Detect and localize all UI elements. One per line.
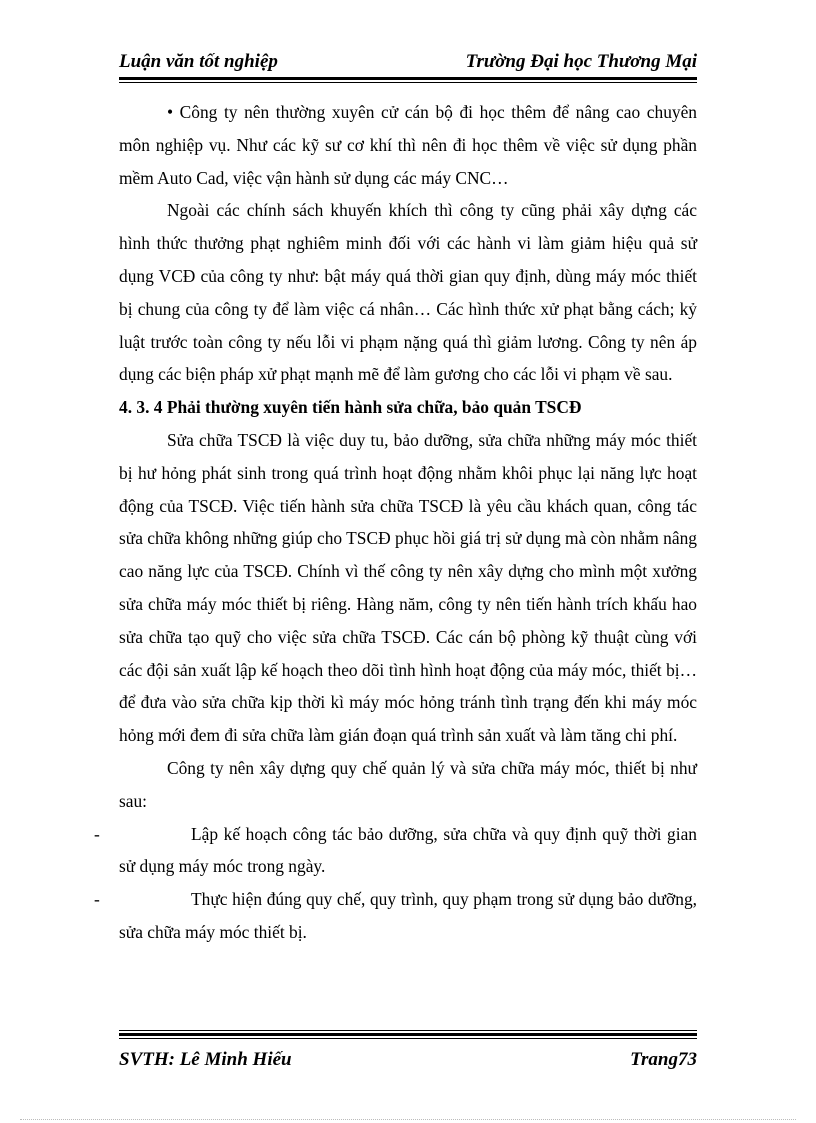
page-bottom-edge: [20, 1119, 796, 1120]
list-item-text: Lập kế hoạch công tác bảo dưỡng, sửa chữa và quy định quỹ thời gian sử dụng máy móc trong ngày.: [119, 823, 697, 877]
header-thesis-title: Luận văn tốt nghiệp: [119, 51, 278, 72]
header-rule-thin: [119, 82, 697, 83]
footer-rule-thick: [119, 1033, 697, 1036]
paragraph-training: • Công ty nên thường xuyên cử cán bộ đi học thêm để nâng cao chuyên môn nghiệp vụ. Như các kỹ sư cơ khí thì nên đi học thêm về việc sử dụng phần mềm Auto Cad, việc vận hành sử dụng các máy CNC…: [119, 102, 697, 188]
footer-page-number: Trang73: [630, 1049, 697, 1070]
paragraph-regulations-intro: Công ty nên xây dựng quy chế quản lý và sửa chữa máy móc, thiết bị như sau:: [119, 757, 697, 811]
page-header: [119, 51, 697, 77]
list-item: [94, 883, 697, 949]
footer-student-name: SVTH: Lê Minh Hiếu: [119, 1049, 292, 1070]
list-item-text: Thực hiện đúng quy chế, quy trình, quy phạm trong sử dụng bảo dưỡng, sửa chữa máy móc thiết bị.: [119, 889, 697, 942]
footer-rule-thin-bottom: [119, 1038, 697, 1039]
list-item: [94, 818, 697, 884]
header-rule-thick: [119, 77, 697, 80]
page-footer: [119, 1049, 697, 1075]
dash-bullet: -: [94, 823, 100, 844]
footer-rule-thin-top: [119, 1030, 697, 1031]
section-heading: 4. 3. 4 Phải thường xuyên tiến hành sửa chữa, bảo quản TSCĐ: [119, 397, 582, 418]
document-body: [94, 96, 697, 949]
paragraph-repair-maintenance: Sửa chữa TSCĐ là việc duy tu, bảo dưỡng, sửa chữa những máy móc thiết bị hư hỏng phát sinh trong quá trình hoạt động nhằm khôi phục lại năng lực hoạt động của TSCĐ. Việc tiến hành sửa chữa TSCĐ là yêu cầu khách quan, công tác sửa chữa không những giúp cho TSCĐ phục hồi giá trị sử dụng mà còn nhằm nâng cao năng lực của TSCĐ. Chính vì thế công ty nên xây dựng cho mình một xưởng sửa chữa máy móc thiết bị riêng. Hàng năm, công ty nên tiến hành trích khấu hao sửa chữa tạo quỹ cho việc sửa chữa TSCĐ. Các cán bộ phòng kỹ thuật cùng với các đội sản xuất lập kế hoạch theo dõi tình hình hoạt động của máy móc, thiết bị… để đưa vào sửa chữa kịp thời kì máy móc hỏng tránh tình trạng đến khi máy móc hỏng mới đem đi sửa chữa làm gián đoạn quá trình sản xuất và làm tăng chi phí.: [119, 429, 697, 746]
header-university-name: Trường Đại học Thương Mại: [465, 51, 697, 72]
paragraph-rewards-penalties: Ngoài các chính sách khuyến khích thì công ty cũng phải xây dựng các hình thức thưởng phạt nghiêm minh đối với các hành vi làm giảm hiệu quả sử dụng VCĐ của công ty như: bật máy quá thời gian quy định, dùng máy móc thiết bị chung của công ty để làm việc cá nhân… Các hình thức xử phạt bằng cách; kỷ luật trước toàn công ty nếu lỗi vi phạm nặng quá thì giảm lương. Công ty nên áp dụng các biện pháp xử phạt mạnh mẽ để làm gương cho các lỗi vi phạm về sau.: [119, 200, 697, 385]
dash-bullet: -: [94, 889, 100, 910]
